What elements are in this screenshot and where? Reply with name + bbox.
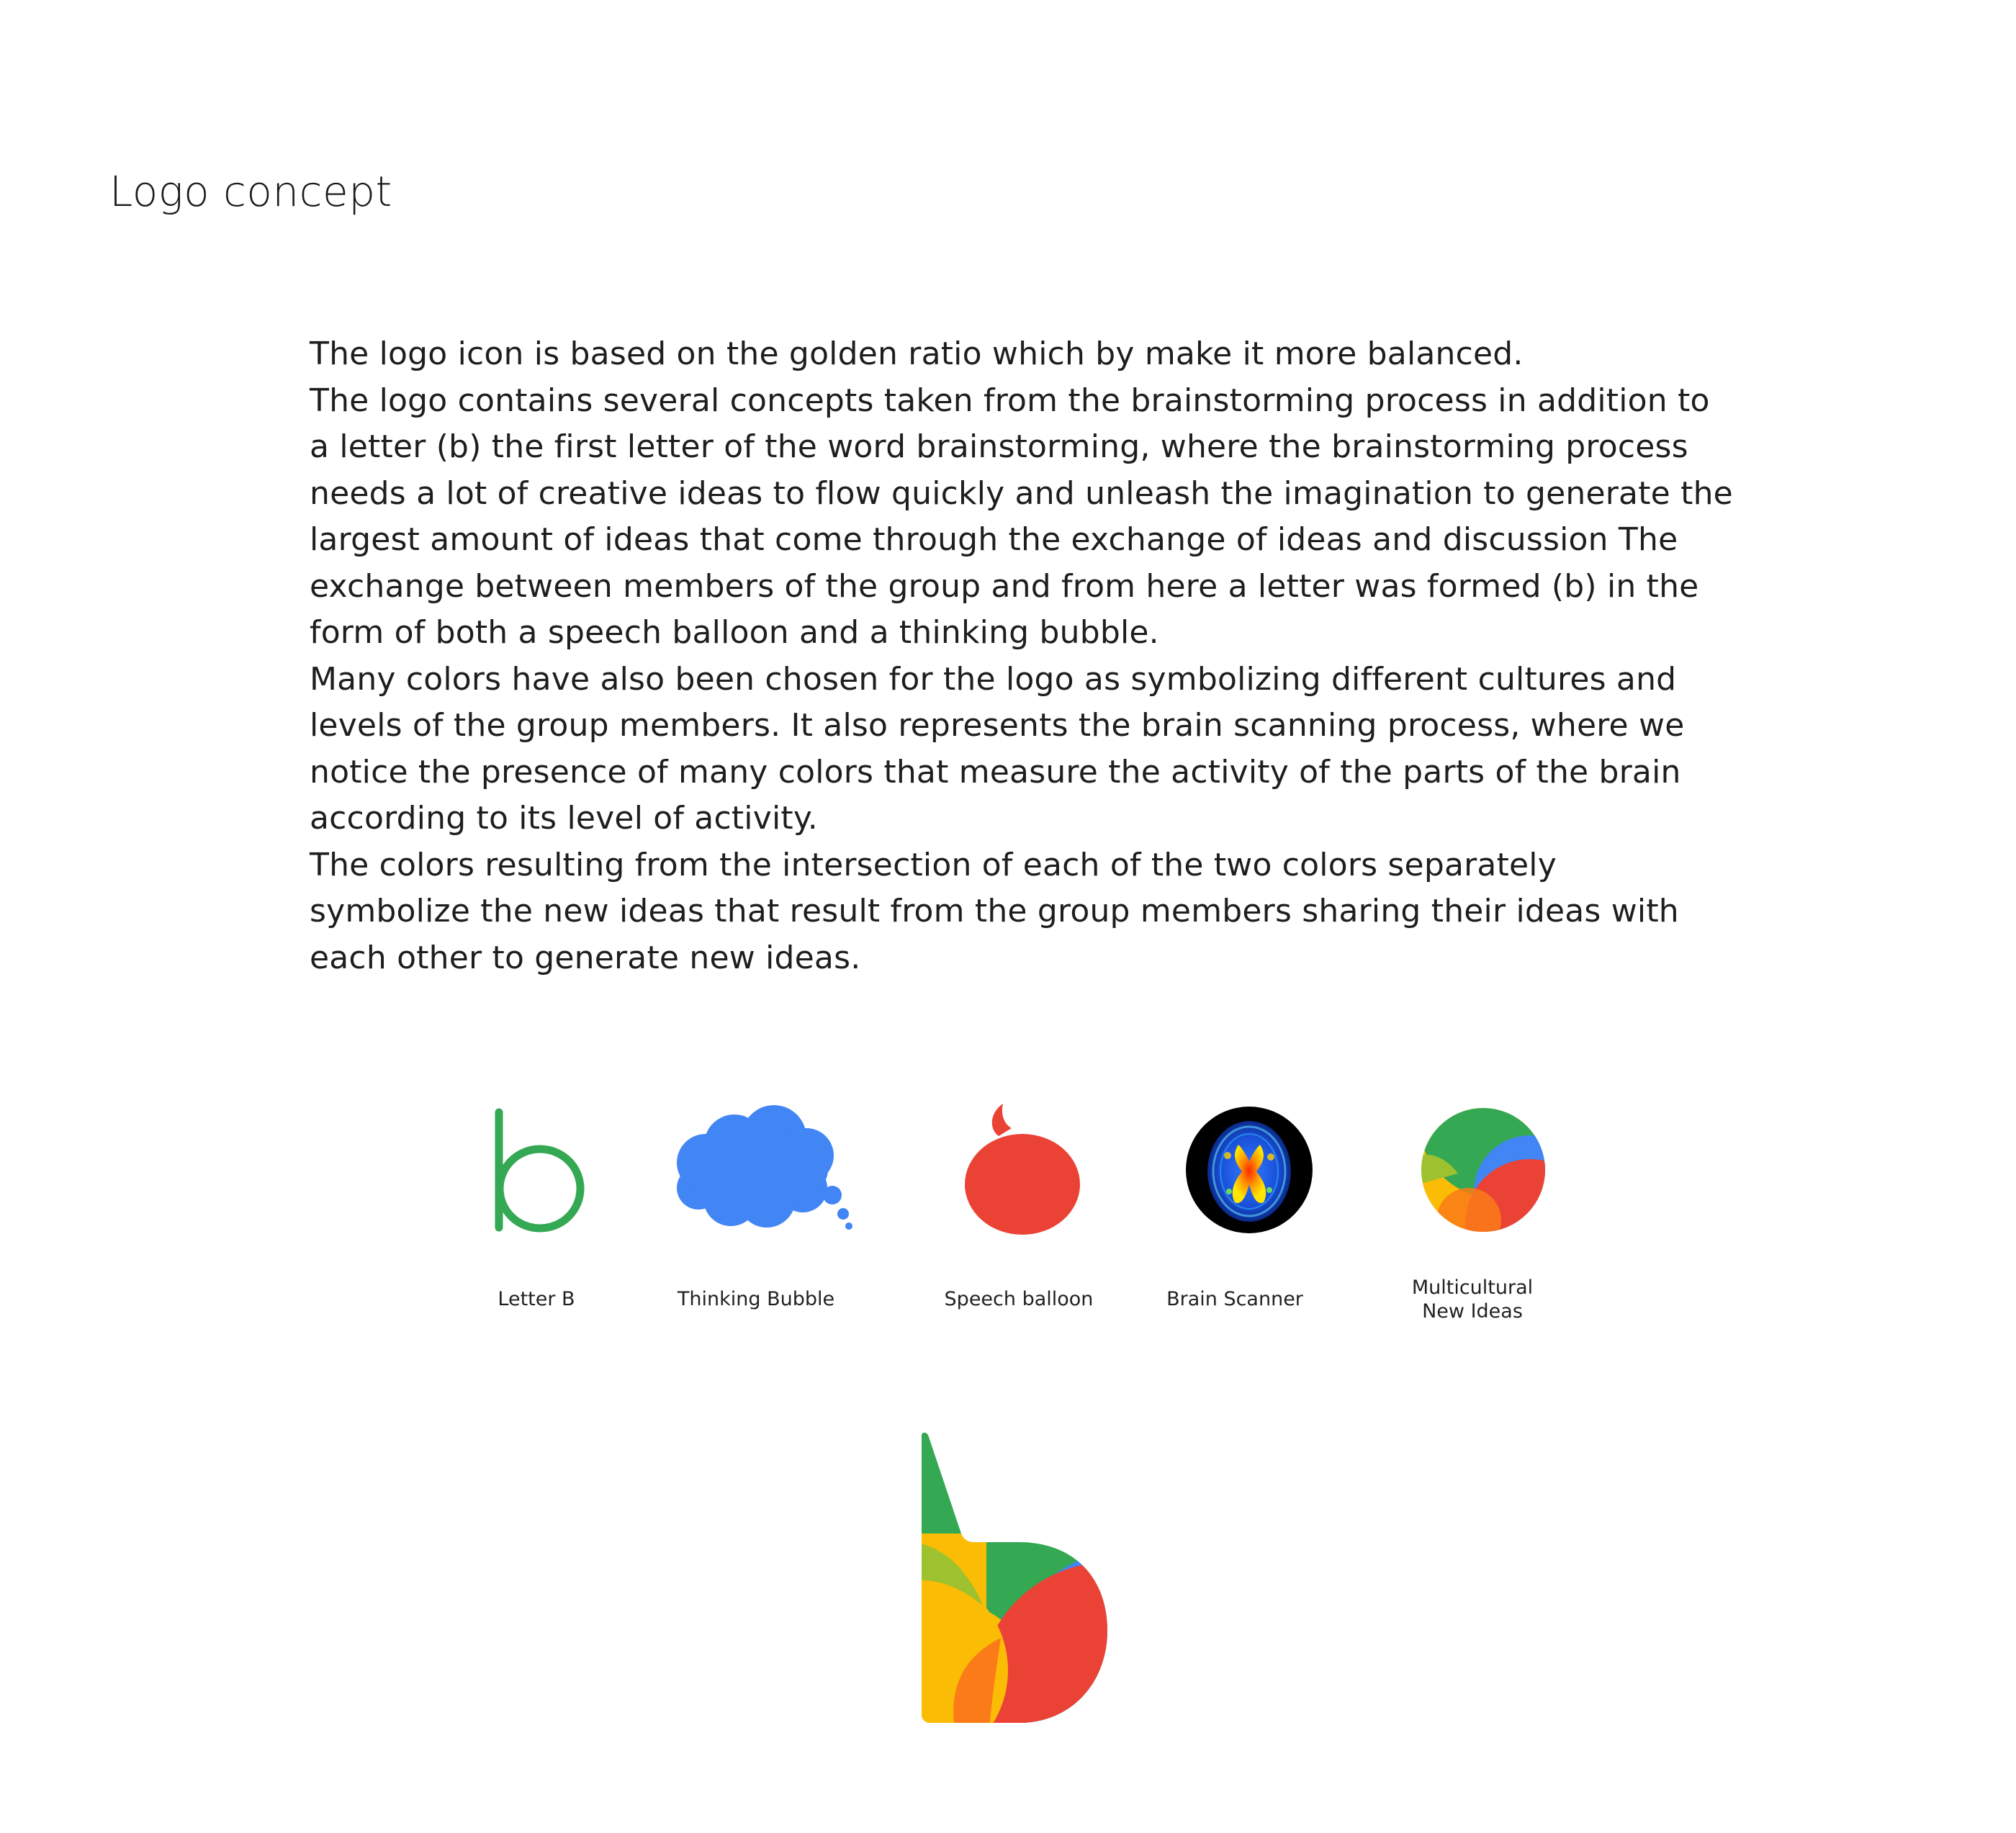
concept-label: Brain Scanner bbox=[1166, 1288, 1303, 1310]
concept-label-line: Multicultural bbox=[1411, 1276, 1534, 1299]
concept-thinking-bubble bbox=[662, 1102, 857, 1238]
concept-label-multiline bbox=[1350, 1276, 1595, 1323]
description-line: notice the presence of many colors that measure the activity of the parts of the brain bbox=[310, 753, 1681, 791]
description-line: largest amount of ideas that come through the exchange of ideas and discussion The bbox=[310, 521, 1678, 558]
description-line: according to its level of activity. bbox=[310, 800, 818, 837]
description-line: The colors resulting from the intersection of each of the two colors separately bbox=[310, 846, 1557, 883]
description-line: exchange between members of the group and from here a letter was formed (b) in the bbox=[310, 567, 1699, 605]
speech-balloon-icon bbox=[961, 1104, 1084, 1237]
description-line: levels of the group members. It also represents the brain scanning process, where we bbox=[310, 707, 1685, 744]
description-line: Many colors have also been chosen for the logo as symbolizing different cultures and bbox=[310, 660, 1677, 698]
concept-label: Thinking Bubble bbox=[677, 1288, 835, 1310]
concept-letter-b bbox=[457, 1102, 616, 1238]
letter-b-icon bbox=[490, 1105, 583, 1235]
description-text bbox=[310, 331, 1786, 981]
concept-label: Speech balloon bbox=[944, 1288, 1094, 1310]
final-logo bbox=[922, 1433, 1123, 1738]
thought-bubble-icon bbox=[666, 1105, 853, 1235]
page-title: Logo concept bbox=[109, 167, 392, 216]
multicolor-circle-icon bbox=[1418, 1105, 1548, 1235]
description-line: each other to generate new ideas. bbox=[310, 939, 861, 976]
concept-speech-balloon bbox=[943, 1102, 1102, 1238]
concept-label-line: New Ideas bbox=[1422, 1300, 1523, 1323]
concept-multicultural bbox=[1404, 1102, 1562, 1238]
description-line: a letter (b) the first letter of the word brainstorming, where the brainstorming process bbox=[310, 428, 1688, 465]
brain-scan-icon bbox=[1184, 1105, 1314, 1235]
description-line: form of both a speech balloon and a thinking bubble. bbox=[310, 614, 1159, 651]
concept-brain-scanner bbox=[1170, 1102, 1328, 1238]
concept-label: Letter B bbox=[498, 1288, 575, 1310]
description-line: symbolize the new ideas that result from the group members sharing their ideas with bbox=[310, 893, 1679, 929]
description-line: The logo icon is based on the golden ratio which by make it more balanced. bbox=[310, 335, 1524, 372]
description-line: needs a lot of creative ideas to flow quickly and unleash the imagination to generate the bbox=[310, 474, 1733, 512]
brainstorming-b-logo bbox=[922, 1433, 1123, 1735]
description-line: The logo contains several concepts taken from the brainstorming process in addition to bbox=[310, 382, 1710, 419]
